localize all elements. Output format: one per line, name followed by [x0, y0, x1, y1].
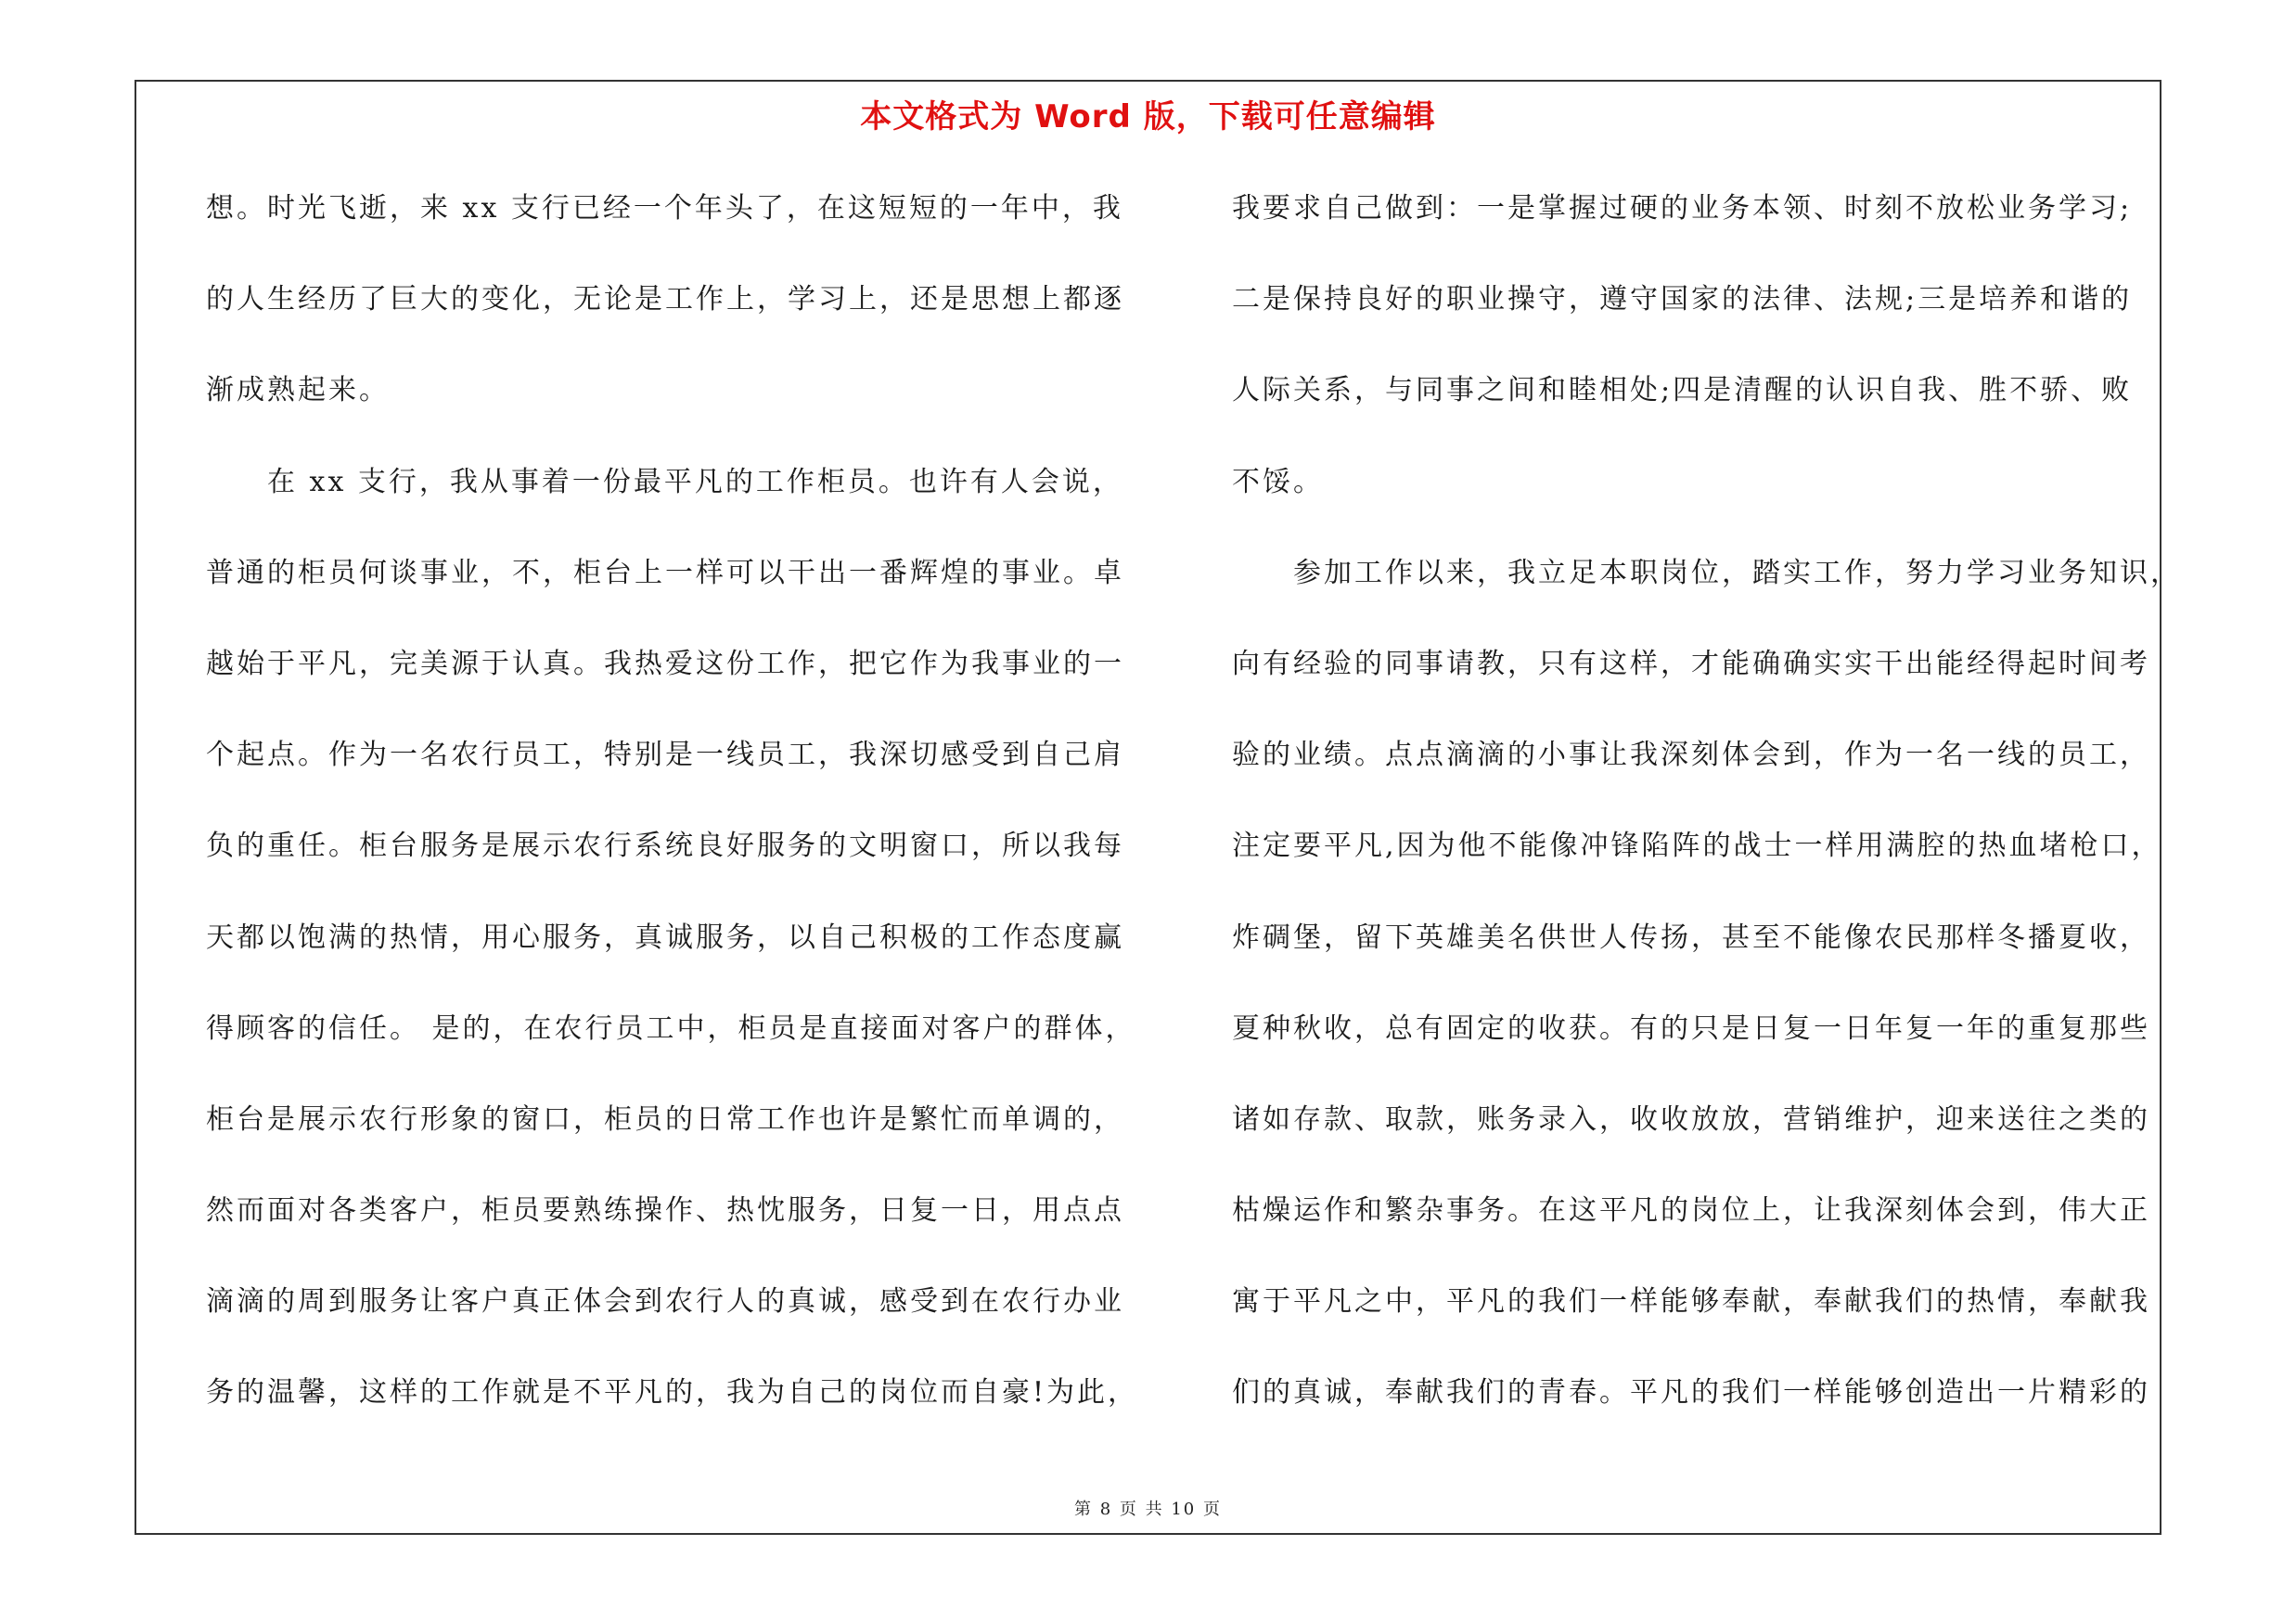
- text-line: 人际关系，与同事之间和睦相处;四是清醒的认识自我、胜不骄、败: [1232, 374, 2133, 407]
- text-line: 渐成熟起来。: [206, 374, 390, 407]
- text-line: 炸碉堡，留下英雄美名供世人传扬，甚至不能像农民那样冬播夏收，: [1232, 921, 2150, 954]
- text-line: 诸如存款、取款，账务录入，收收放放，营销维护，迎来送往之类的: [1232, 1102, 2150, 1136]
- text-line: 我要求自己做到：一是掌握过硬的业务本领、时刻不放松业务学习;: [1232, 192, 2133, 225]
- text-line: 验的业绩。点点滴滴的小事让我深刻体会到，作为一名一线的员工，: [1232, 739, 2150, 772]
- text-line: 然而面对各类客户，柜员要熟练操作、热忱服务，日复一日，用点点: [206, 1194, 1124, 1228]
- right-text-column: [1232, 181, 2181, 1457]
- text-line: 注定要平凡,因为他不能像冲锋陷阵的战士一样用满腔的热血堵枪口，: [1232, 830, 2162, 863]
- text-line: 柜台是展示农行形象的窗口，柜员的日常工作也许是繁忙而单调的，: [206, 1102, 1124, 1136]
- text-line: 参加工作以来，我立足本职岗位，踏实工作，努力学习业务知识，: [1232, 556, 2181, 589]
- text-line: 夏种秋收，总有固定的收获。有的只是日复一日年复一年的重复那些: [1232, 1011, 2150, 1045]
- text-line: 在 xx 支行，我从事着一份最平凡的工作柜员。也许有人会说，: [206, 465, 1123, 498]
- text-line: 得顾客的信任。 是的，在农行员工中，柜员是直接面对客户的群体，: [206, 1011, 1136, 1045]
- text-line: 普通的柜员何谈事业，不，柜台上一样可以干出一番辉煌的事业。卓: [206, 556, 1124, 589]
- text-line: 寓于平凡之中，平凡的我们一样能够奉献，奉献我们的热情，奉献我: [1232, 1285, 2150, 1319]
- left-text-column: [206, 181, 1143, 1457]
- text-line: 负的重任。柜台服务是展示农行系统良好服务的文明窗口，所以我每: [206, 830, 1124, 863]
- text-line: 想。时光飞逝，来 xx 支行已经一个年头了，在这短短的一年中，我: [206, 192, 1123, 225]
- word-format-banner: 本文格式为 Word 版，下载可任意编辑: [860, 98, 1436, 135]
- text-line: 个起点。作为一名农行员工，特别是一线员工，我深切感受到自己肩: [206, 739, 1124, 772]
- text-line: 不馁。: [1232, 465, 1324, 498]
- text-line: 枯燥运作和繁杂事务。在这平凡的岗位上，让我深刻体会到，伟大正: [1232, 1194, 2150, 1228]
- text-line: 的人生经历了巨大的变化，无论是工作上，学习上，还是思想上都逐: [206, 283, 1124, 316]
- page-number-footer: 第 8 页 共 10 页: [1074, 1500, 1222, 1519]
- text-line: 务的温馨，这样的工作就是不平凡的，我为自己的岗位而自豪!为此，: [206, 1376, 1139, 1410]
- text-line: 越始于平凡，完美源于认真。我热爱这份工作，把它作为我事业的一: [206, 647, 1124, 680]
- text-line: 二是保持良好的职业操守，遵守国家的法律、法规;三是培养和谐的: [1232, 283, 2133, 316]
- text-line: 向有经验的同事请教，只有这样，才能确确实实干出能经得起时间考: [1232, 647, 2150, 680]
- text-line: 们的真诚，奉献我们的青春。平凡的我们一样能够创造出一片精彩的: [1232, 1376, 2150, 1410]
- text-line: 天都以饱满的热情，用心服务，真诚服务，以自己积极的工作态度赢: [206, 921, 1124, 954]
- text-line: 滴滴的周到服务让客户真正体会到农行人的真诚，感受到在农行办业: [206, 1285, 1124, 1319]
